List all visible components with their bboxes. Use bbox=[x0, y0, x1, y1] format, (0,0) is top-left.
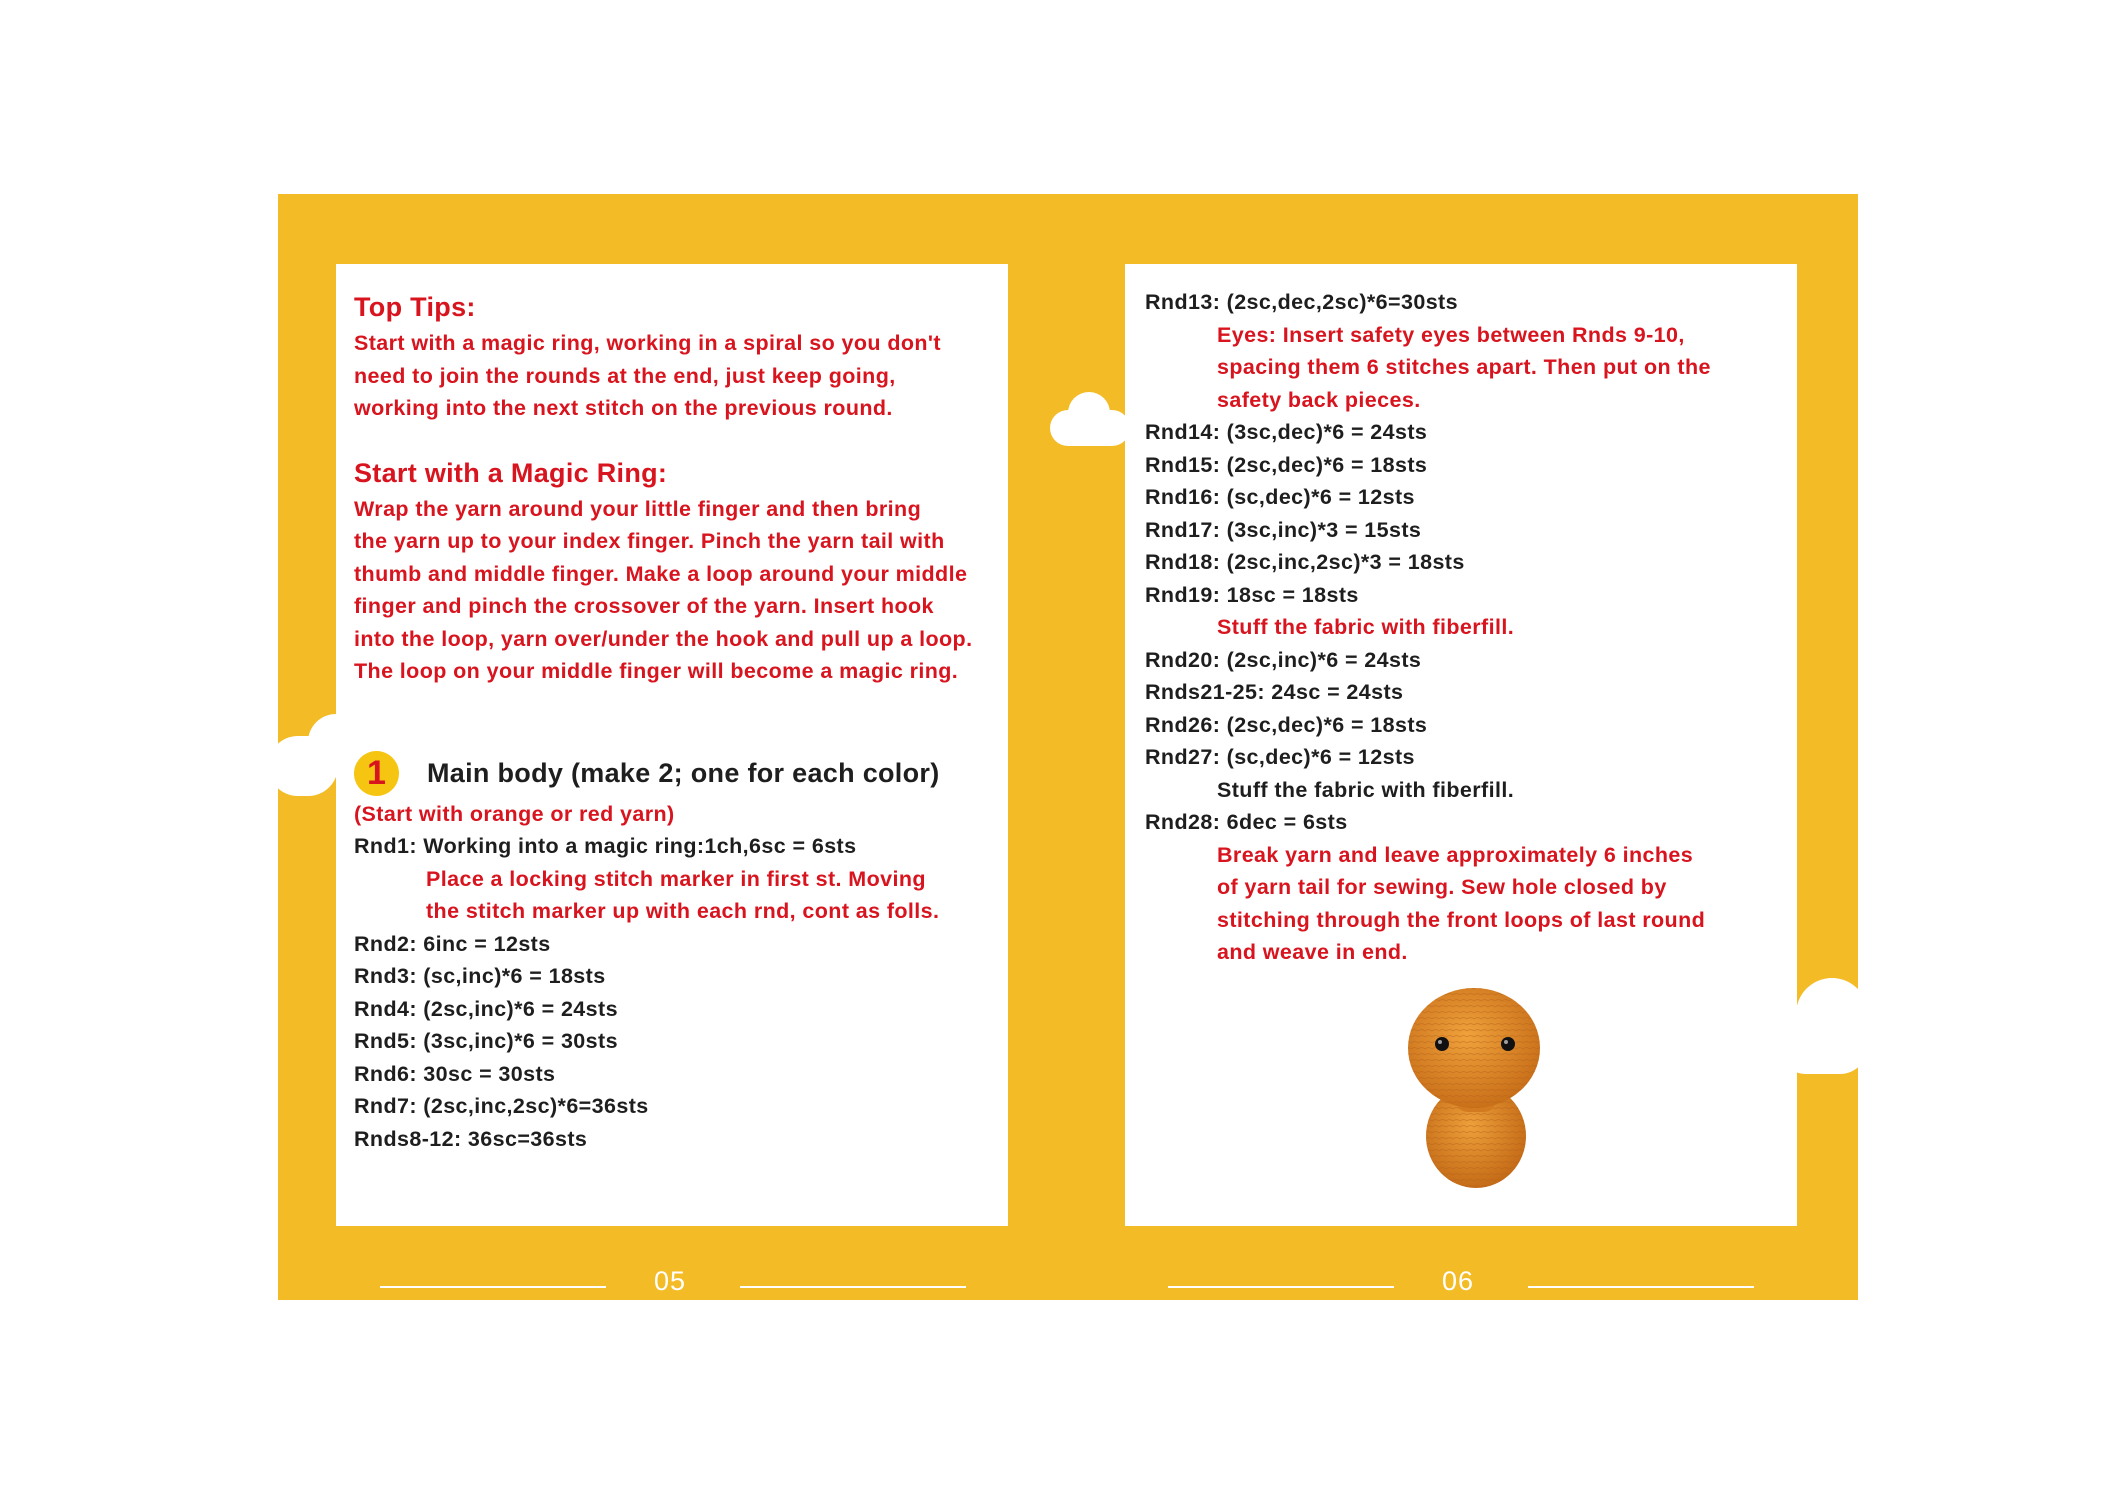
eyes-note: Eyes: Insert safety eyes between Rnds 9-10, bbox=[1217, 322, 1685, 347]
footer-rule bbox=[380, 1286, 606, 1288]
round-line: Rnd18: (2sc,inc,2sc)*3 = 18sts bbox=[1145, 550, 1465, 574]
round-line: Rnd28: 6dec = 6sts bbox=[1145, 810, 1348, 834]
round-line: Rnd27: (sc,dec)*6 = 12sts bbox=[1145, 745, 1415, 769]
round-line: Rnd1: Working into a magic ring:1ch,6sc = 6sts bbox=[354, 834, 857, 858]
magic-ring-line: thumb and middle finger. Make a loop around your middle bbox=[354, 561, 968, 586]
book-spread bbox=[278, 194, 1858, 1300]
round-line: Rnd16: (sc,dec)*6 = 12sts bbox=[1145, 485, 1415, 509]
cloud-decoration-middle bbox=[1050, 394, 1130, 434]
magic-ring-line: into the loop, yarn over/under the hook and pull up a loop. bbox=[354, 626, 973, 651]
round-note: Place a locking stitch marker in first st. Moving bbox=[426, 866, 926, 891]
round-line: Rnd7: (2sc,inc,2sc)*6=36sts bbox=[354, 1094, 649, 1118]
top-tips-line: need to join the rounds at the end, just keep going, bbox=[354, 363, 896, 388]
round-note: the stitch marker up with each rnd, cont as folls. bbox=[426, 899, 940, 923]
magic-ring-line: The loop on your middle finger will become a magic ring. bbox=[354, 659, 959, 683]
top-tips-heading: Top Tips: bbox=[354, 292, 476, 322]
crochet-doll-image bbox=[1404, 986, 1544, 1192]
round-line: Rnd3: (sc,inc)*6 = 18sts bbox=[354, 964, 606, 988]
magic-ring-heading: Start with a Magic Ring: bbox=[354, 457, 668, 488]
stuff-note: Stuff the fabric with fiberfill. bbox=[1217, 615, 1515, 639]
round-line: Rnds8-12: 36sc=36sts bbox=[354, 1126, 588, 1151]
page-footer-right bbox=[1068, 1266, 1858, 1306]
page-number-left: 05 bbox=[654, 1266, 687, 1296]
round-line: Rnd6: 30sc = 30sts bbox=[354, 1061, 556, 1086]
doll-eye-right bbox=[1501, 1037, 1515, 1051]
footer-rule bbox=[1168, 1286, 1394, 1288]
round-line: Rnd14: (3sc,dec)*6 = 24sts bbox=[1145, 420, 1428, 444]
round-line: Rnd4: (2sc,inc)*6 = 24sts bbox=[354, 996, 618, 1021]
round-line: Rnd26: (2sc,dec)*6 = 18sts bbox=[1145, 712, 1428, 737]
footer-rule bbox=[1528, 1286, 1754, 1288]
finish-note: Break yarn and leave approximately 6 inches bbox=[1217, 842, 1694, 867]
top-tips-line: Start with a magic ring, working in a spiral so you don't bbox=[354, 331, 941, 355]
round-line: Rnds21-25: 24sc = 24sts bbox=[1145, 680, 1404, 704]
step-number-badge: 1 bbox=[354, 751, 399, 796]
round-line: Rnd15: (2sc,dec)*6 = 18sts bbox=[1145, 452, 1428, 477]
magic-ring-line: Wrap the yarn around your little finger and then bring bbox=[354, 496, 922, 521]
finish-note: stitching through the front loops of last round bbox=[1217, 907, 1706, 932]
step-title: Main body (make 2; one for each color) bbox=[427, 758, 940, 788]
page-footer-left bbox=[278, 1266, 1068, 1306]
round-line: Rnd13: (2sc,dec,2sc)*6=30sts bbox=[1145, 290, 1458, 314]
eyes-note: safety back pieces. bbox=[1217, 387, 1421, 412]
round-line: Rnd19: 18sc = 18sts bbox=[1145, 582, 1359, 607]
round-line: Rnd17: (3sc,inc)*3 = 15sts bbox=[1145, 517, 1422, 542]
page-number-right: 06 bbox=[1442, 1266, 1475, 1296]
finish-note: of yarn tail for sewing. Sew hole closed by bbox=[1217, 875, 1667, 899]
stuff-note: Stuff the fabric with fiberfill. bbox=[1217, 777, 1515, 802]
doll-eye-left bbox=[1435, 1037, 1449, 1051]
top-tips-line: working into the next stitch on the previous round. bbox=[354, 396, 893, 420]
round-line: Rnd20: (2sc,inc)*6 = 24sts bbox=[1145, 647, 1422, 672]
footer-rule bbox=[740, 1286, 966, 1288]
step-header bbox=[354, 750, 1008, 798]
magic-ring-line: the yarn up to your index finger. Pinch the yarn tail with bbox=[354, 529, 945, 553]
round-line: Rnd2: 6inc = 12sts bbox=[354, 931, 551, 956]
step-note: (Start with orange or red yarn) bbox=[354, 801, 675, 826]
round-line: Rnd5: (3sc,inc)*6 = 30sts bbox=[354, 1029, 618, 1053]
eyes-note: spacing them 6 stitches apart. Then put on the bbox=[1217, 355, 1711, 379]
left-page bbox=[336, 264, 1008, 1226]
finish-note: and weave in end. bbox=[1217, 940, 1408, 964]
magic-ring-line: finger and pinch the crossover of the yarn. Insert hook bbox=[354, 594, 934, 618]
